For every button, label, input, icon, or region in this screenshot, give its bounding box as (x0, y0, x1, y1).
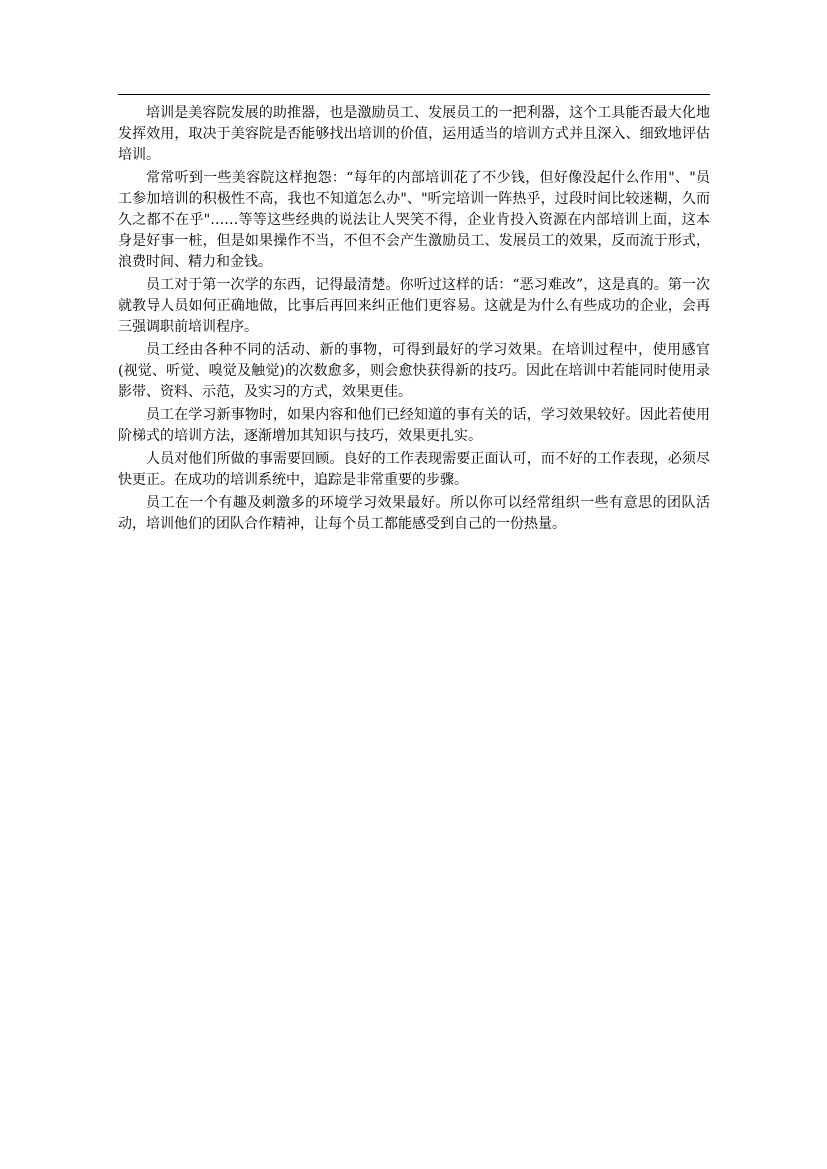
paragraph-5: 员工在学习新事物时，如果内容和他们已经知道的事有关的话，学习效果较好。因此若使用阶梯式的培训方法，逐渐增加其知识与技巧，效果更扎实。 (118, 407, 710, 444)
paragraph-2: 常常听到一些美容院这样抱怨：“每年的内部培训花了不少钱，但好像没起什么作用"、"员工参加培训的积极性不高，我也不知道怎么办"、"听完培训一阵热乎，过段时间比较迷糊，久而久之都不在乎"……等等这些经典的说法让人哭笑不得，企业肯投入资源在内部培训上面，这本身是好事一桩，但是如果操作不当，不但不会产生激励员工、发展员工的效果，反而流于形式，浪费时间、精力和金钱。 (118, 170, 710, 270)
paragraph-3: 员工对于第一次学的东西，记得最清楚。你听过这样的话：“恶习难改”，这是真的。第一次就教导人员如何正确地做，比事后再回来纠正他们更容易。这就是为什么有些成功的企业，会再三强调职前培训程序。 (118, 277, 710, 335)
paragraph-1: 培训是美容院发展的助推器，也是激励员工、发展员工的一把利器，这个工具能否最大化地发挥效用，取决于美容院是否能够找出培训的价值，运用适当的培训方式并且深入、细致地评估培训。 (118, 105, 710, 163)
header-rule (118, 94, 710, 95)
paragraph-6: 人员对他们所做的事需要回顾。良好的工作表现需要正面认可，而不好的工作表现，必须尽快更正。在成功的培训系统中，追踪是非常重要的步骤。 (118, 451, 710, 488)
paragraph-7: 员工在一个有趣及刺激多的环境学习效果最好。所以你可以经常组织一些有意思的团队活动，培训他们的团队合作精神，让每个员工都能感受到自己的一份热量。 (118, 495, 710, 532)
document-body (118, 103, 710, 537)
paragraph-4: 员工经由各种不同的活动、新的事物，可得到最好的学习效果。在培训过程中，使用感官(视觉、听觉、嗅觉及触觉)的次数愈多，则会愈快获得新的技巧。因此在培训中若能同时使用录影带、资料、示范，及实习的方式，效果更佳。 (118, 342, 710, 400)
